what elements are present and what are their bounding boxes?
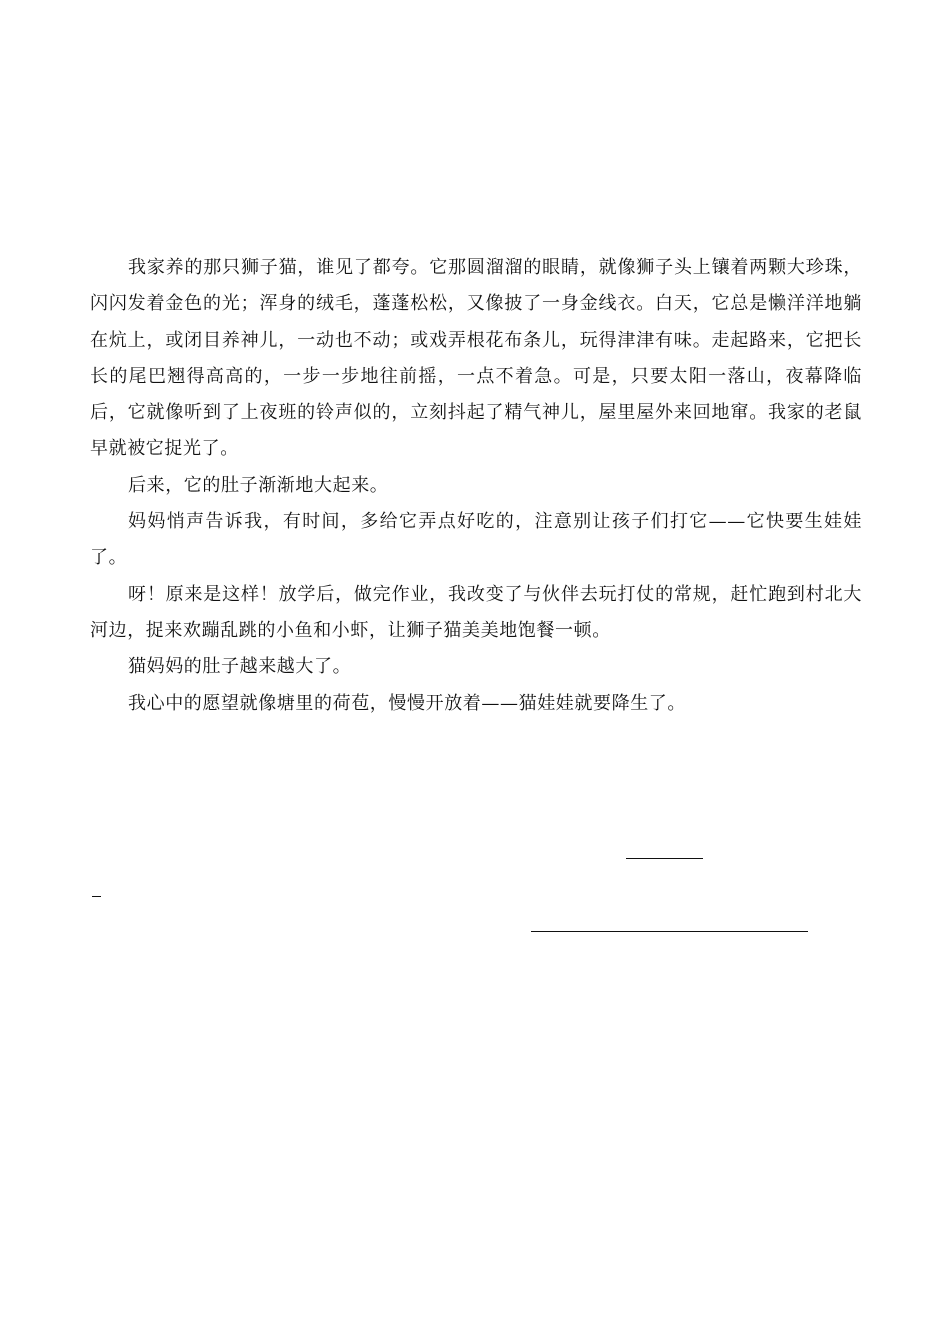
answer-blank-line [626,858,703,859]
paragraph: 猫妈妈的肚子越来越大了。 [128,656,352,678]
paragraph: 我心中的愿望就像塘里的荷苞，慢慢开放着——猫娃娃就要降生了。 [128,692,686,714]
answer-blank-line [531,931,808,932]
article-body [90,250,862,722]
paragraph: 后来，它的肚子渐渐地大起来。 [128,474,389,496]
paragraph: 呀！原来是这样！放学后，做完作业，我改变了与伙伴去玩打仗的常规，赶忙跑到村北大河边，捉来欢蹦乱跳的小鱼和小虾，让狮子猫美美地饱餐一顿。 [90,583,862,641]
answer-blank-line [92,896,101,897]
paragraph: 妈妈悄声告诉我，有时间，多给它弄点好吃的，注意别让孩子们打它——它快要生娃娃了。 [90,511,862,569]
paragraph: 我家养的那只狮子猫，谁见了都夸。它那圆溜溜的眼睛，就像狮子头上镶着两颗大珍珠，闪闪发着金色的光；浑身的绒毛，蓬蓬松松，又像披了一身金线衣。白天，它总是懒洋洋地躺在炕上，或闭目养神儿，一动也不动；或戏弄根花布条儿，玩得津津有味。走起路来，它把长长的尾巴翘得高高的，一步一步地往前摇，一点不着急。可是，只要太阳一落山，夜幕降临后，它就像听到了上夜班的铃声似的，立刻抖起了精气神儿，屋里屋外来回地窜。我家的老鼠早就被它捉光了。 [90,257,862,460]
